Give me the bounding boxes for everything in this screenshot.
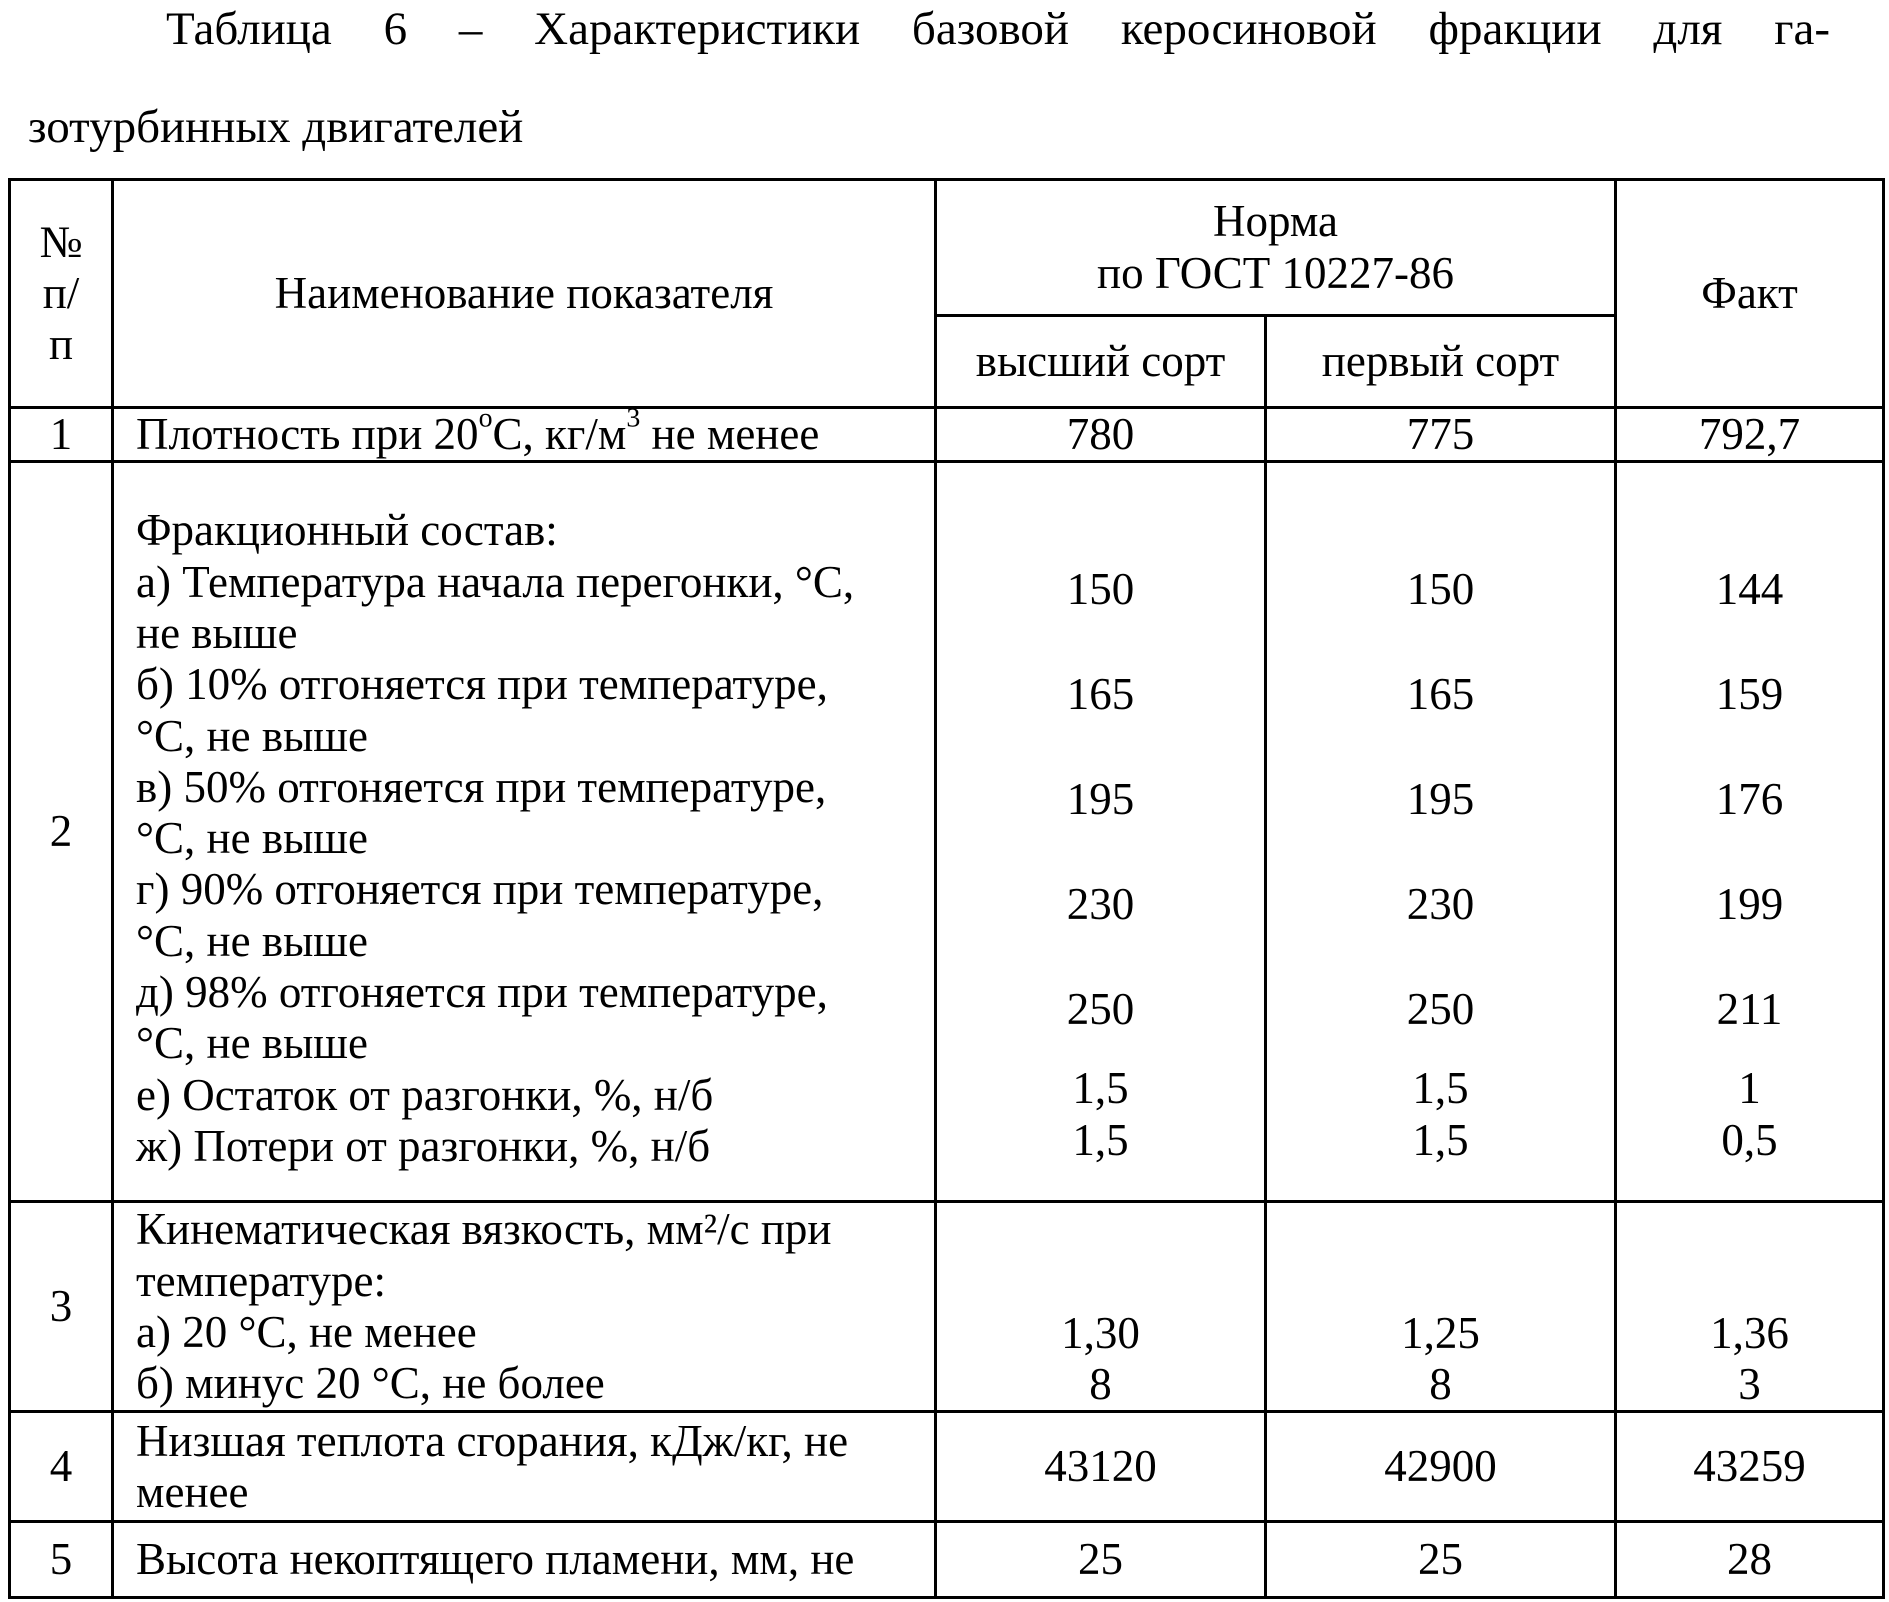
value-first: 42900 <box>1266 1412 1616 1522</box>
header-grade-first: первый сорт <box>1266 316 1616 408</box>
value-premium: 780 <box>936 408 1266 462</box>
value-first: 150 165 195 230 250 1,5 1,5 <box>1266 462 1616 1202</box>
row-num: 5 <box>10 1522 113 1598</box>
table-row <box>10 1202 1884 1412</box>
row-num: 3 <box>10 1202 113 1412</box>
header-fact: Факт <box>1616 180 1884 408</box>
row-num: 2 <box>10 462 113 1202</box>
row-num: 4 <box>10 1412 113 1522</box>
row-name: Низшая теплота сгорания, кДж/кг, не менее <box>113 1412 936 1522</box>
table-row <box>10 1412 1884 1522</box>
value-premium: 1,30 8 <box>936 1202 1266 1412</box>
table-row <box>10 408 1884 462</box>
value-premium: 150 165 195 230 250 1,5 1,5 <box>936 462 1266 1202</box>
header-name: Наименование показателя <box>113 180 936 408</box>
header-grade-premium: высший сорт <box>936 316 1266 408</box>
value-fact: 28 <box>1616 1522 1884 1598</box>
row-name: Высота некоптящего пламени, мм, не <box>113 1522 936 1598</box>
row-num: 1 <box>10 408 113 462</box>
header-num: № п/ п <box>10 180 113 408</box>
row-name: Плотность при 20$^o$С, $кг/м^3$ не менее <box>113 408 936 462</box>
row-name: Фракционный состав: а) Температура начала перегонки, °С, не выше б) 10% отгоняется при температуре, °С, не выше в) 50% отгоняется при температуре, °С, не выше г) 90% отгоняется при температуре, °С, не выше д) 98% отгоняется при температуре, °С, не выше е) Остаток от разгонки, %, н/б ж) Потери от разгонки, %, н/б <box>113 462 936 1202</box>
value-fact: 792,7 <box>1616 408 1884 462</box>
characteristics-table <box>8 178 1882 1599</box>
table-row <box>10 1522 1884 1598</box>
value-fact: 1,36 3 <box>1616 1202 1884 1412</box>
table-row <box>10 462 1884 1202</box>
header-norm: Норма по ГОСТ 10227-86 <box>936 180 1616 316</box>
value-premium: 25 <box>936 1522 1266 1598</box>
value-premium: 43120 <box>936 1412 1266 1522</box>
value-fact: 144 159 176 199 211 1 0,5 <box>1616 462 1884 1202</box>
table-caption-line-1: Таблица 6 – Характеристики базовой керосиновой фракции для га- <box>166 3 1830 55</box>
row-name: Кинематическая вязкость, мм²/с при температуре: а) 20 °С, не менее б) минус 20 °С, не более <box>113 1202 936 1412</box>
value-first: 1,25 8 <box>1266 1202 1616 1412</box>
table-caption-line-2: зотурбинных двигателей <box>28 101 524 153</box>
value-first: 25 <box>1266 1522 1616 1598</box>
value-fact: 43259 <box>1616 1412 1884 1522</box>
value-first: 775 <box>1266 408 1616 462</box>
